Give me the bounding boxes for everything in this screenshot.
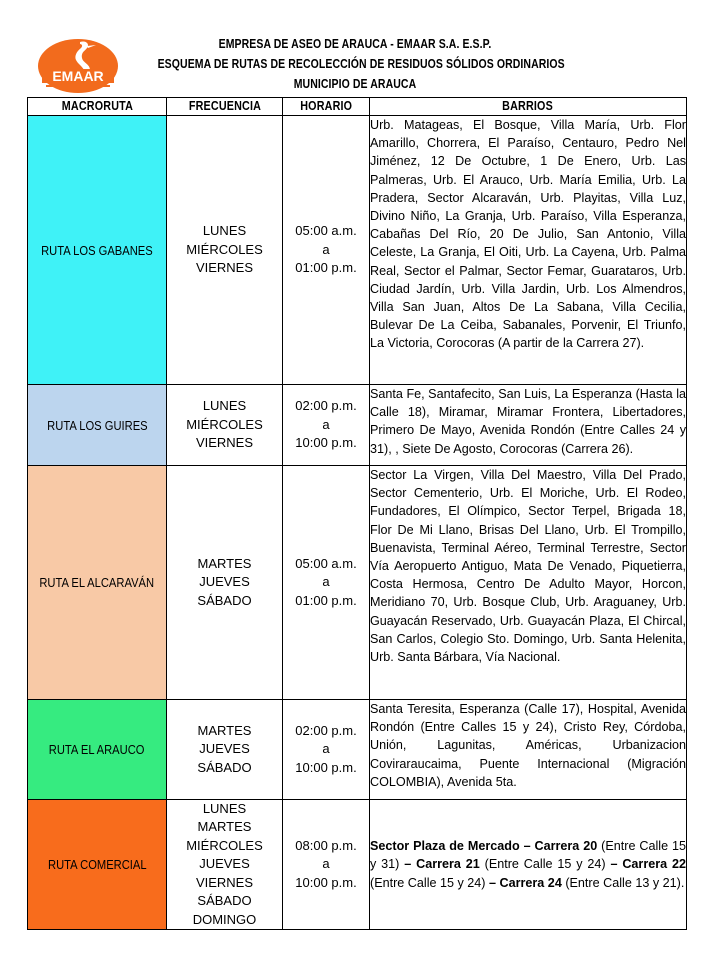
table-row: [28, 385, 687, 466]
schedule-start: 08:00 p.m.: [295, 837, 357, 853]
barrios-cell: [370, 800, 687, 930]
frequency-day: SÁBADO: [197, 592, 252, 608]
frequency-day: LUNES: [202, 398, 247, 414]
schedule-cell: [283, 466, 370, 700]
table-header-row: [28, 98, 687, 116]
header-macroruta: MACRORUTA: [28, 98, 167, 116]
header-barrios: BARRIOS: [370, 98, 687, 116]
schedule-separator: a: [322, 741, 330, 757]
barrios-part: (Entre Calle 15 y 24): [370, 875, 489, 890]
frequency-day: VIERNES: [195, 874, 254, 890]
scheme-title: ESQUEMA DE RUTAS DE RECOLECCIÓN DE RESIDUOS SÓLIDOS ORDINARIOS: [157, 57, 565, 71]
barrios-part-bold: – Carrera 22: [610, 857, 686, 872]
frequency-cell: [167, 116, 283, 385]
header-horario: HORARIO: [283, 98, 370, 116]
barrios-part-bold: Sector Plaza de Mercado – Carrera 20: [370, 839, 598, 854]
route-cell: [28, 116, 167, 385]
barrios-cell: Santa Teresita, Esperanza (Calle 17), Hospital, Avenida Rondón (Entre Calles 15 y 24), Cristo Rey, Córdoba, Unión, Lagunitas, Américas, Urbanizacion Coviraraucaima, Puente Internacional (Migración COLOMBIA), Avenida 5ta.: [370, 700, 687, 800]
route-name: RUTA EL ALCARAVÁN: [39, 575, 155, 590]
schedule-end: 10:00 p.m.: [295, 759, 357, 775]
frequency-day: LUNES: [202, 223, 247, 239]
route-name: RUTA LOS GUIRES: [46, 417, 148, 433]
schedule-start: 05:00 a.m.: [295, 223, 357, 239]
route-name: RUTA COMERCIAL: [47, 857, 147, 872]
frequency-day: MIÉRCOLES: [186, 241, 263, 257]
municipality-title: MUNICIPIO DE ARAUCA: [293, 77, 417, 91]
schedule-start: 02:00 p.m.: [295, 398, 357, 414]
frequency-day: JUEVES: [199, 574, 250, 590]
schedule-end: 10:00 p.m.: [295, 874, 357, 890]
frequency-day: JUEVES: [199, 741, 250, 757]
barrios-part-bold: – Carrera 24: [489, 875, 562, 890]
schedule-separator: a: [322, 574, 330, 590]
frequency-day: SÁBADO: [197, 893, 252, 909]
table-row: [28, 116, 687, 385]
schedule-separator: a: [322, 241, 330, 257]
frequency-day: DOMINGO: [192, 911, 257, 927]
barrios-part-bold: – Carrera 21: [404, 857, 480, 872]
table-row: [28, 800, 687, 930]
route-cell: [28, 800, 167, 930]
route-name: RUTA EL ARAUCO: [49, 742, 145, 757]
schedule-separator: a: [322, 416, 330, 432]
barrios-part: (Entre Calle 13 y 21).: [561, 875, 685, 890]
frequency-day: VIERNES: [195, 260, 254, 276]
schedule-start: 02:00 p.m.: [295, 722, 357, 738]
frequency-day: MARTES: [197, 555, 252, 571]
frequency-day: JUEVES: [199, 856, 250, 872]
frequency-cell: [167, 800, 283, 930]
schedule-cell: [283, 700, 370, 800]
route-cell: [28, 700, 167, 800]
company-title: EMPRESA DE ASEO DE ARAUCA - EMAAR S.A. E.S.P.: [218, 37, 492, 51]
document-header: [120, 34, 590, 94]
frequency-cell: [167, 466, 283, 700]
frequency-day: MIÉRCOLES: [186, 416, 263, 432]
routes-table: [27, 97, 687, 930]
schedule-cell: [283, 385, 370, 466]
barrios-cell: Sector La Virgen, Villa Del Maestro, Villa Del Prado, Sector Cementerio, Urb. El Moriche, Urb. El Rodeo, Fundadores, El Olímpico, Sector Terpel, Brigada 18, Flor De Mi Llano, Brisas Del Llano, Urb. El Trompillo, Buenavista, Terminal Aéreo, Terminal Terrestre, Sector Vía Aeropuerto Antiguo, Mata De Venado, Piquetierra, Costa Hermosa, Centro De Adulto Mayor, Horcon, Meridiano 70, Urb. Bosque Club, Urb. Araguaney, Urb. Guayacán Reservado, Urb. Guayacán Plaza, El Chircal, San Carlos, Colegio Sto. Domingo, Urb. Santa Helenita, Urb. Santa Bárbara, Vía Nacional.: [370, 466, 687, 700]
frequency-day: VIERNES: [195, 435, 254, 451]
schedule-cell: [283, 116, 370, 385]
schedule-end: 01:00 p.m.: [295, 592, 357, 608]
frequency-day: LUNES: [202, 801, 247, 817]
frequency-day: SÁBADO: [197, 759, 252, 775]
frequency-day: MIÉRCOLES: [186, 837, 263, 853]
frequency-day: MARTES: [197, 722, 252, 738]
frequency-day: MARTES: [197, 819, 252, 835]
route-cell: [28, 385, 167, 466]
barrios-cell: Urb. Matageas, El Bosque, Villa María, Urb. Flor Amarillo, Chorrera, El Paraíso, Centauro, Pedro Nel Jiménez, 12 De Octubre, 1 De Enero, Urb. Las Palmeras, Urb. El Arauco, Urb. María Emilia, Urb. La Pradera, Sector Alcaraván, Urb. Playitas, Villa Luz, Divino Niño, La Granja, Urb. Paraíso, Villa Esperanza, Cabañas Del Río, 20 De Julio, San Antonio, Villa Celeste, La Granja, El Oiti, Urb. La Cayena, Urb. Palma Real, Sector el Palmar, Sector Femar, Guarataros, Urb. Ciudad Jardín, Urb. Villa Jardin, Urb. Los Almendros, Villa San Juan, Altos De La Sabana, Villa Cecilia, Bulevar De La Ceiba, Sabanales, Porvenir, El Triunfo, La Victoria, Corocoras (A partir de la Carrera 27).: [370, 116, 687, 385]
barrios-part: (Entre Calle 15 y 31): [370, 839, 686, 872]
emaar-logo: [34, 36, 126, 94]
route-name: RUTA LOS GABANES: [41, 242, 153, 258]
logo-text: EMAAR: [52, 68, 104, 84]
table-row: [28, 466, 687, 700]
barrios-part: (Entre Calle 15 y 24): [479, 857, 611, 872]
schedule-separator: a: [322, 856, 330, 872]
route-cell: [28, 466, 167, 700]
schedule-start: 05:00 a.m.: [295, 555, 357, 571]
frequency-cell: [167, 700, 283, 800]
table-row: [28, 700, 687, 800]
schedule-end: 10:00 p.m.: [295, 435, 357, 451]
frequency-cell: [167, 385, 283, 466]
header-frecuencia: FRECUENCIA: [167, 98, 283, 116]
schedule-cell: [283, 800, 370, 930]
barrios-cell: Santa Fe, Santafecito, San Luis, La Esperanza (Hasta la Calle 18), Miramar, Miramar Frontera, Libertadores, Primero De Mayo, Avenida Rondón (Entre Calles 24 y 31), , Siete De Agosto, Corocoras (Carrera 26).: [370, 385, 687, 466]
schedule-end: 01:00 p.m.: [295, 260, 357, 276]
heron-logo-icon: [34, 36, 126, 94]
